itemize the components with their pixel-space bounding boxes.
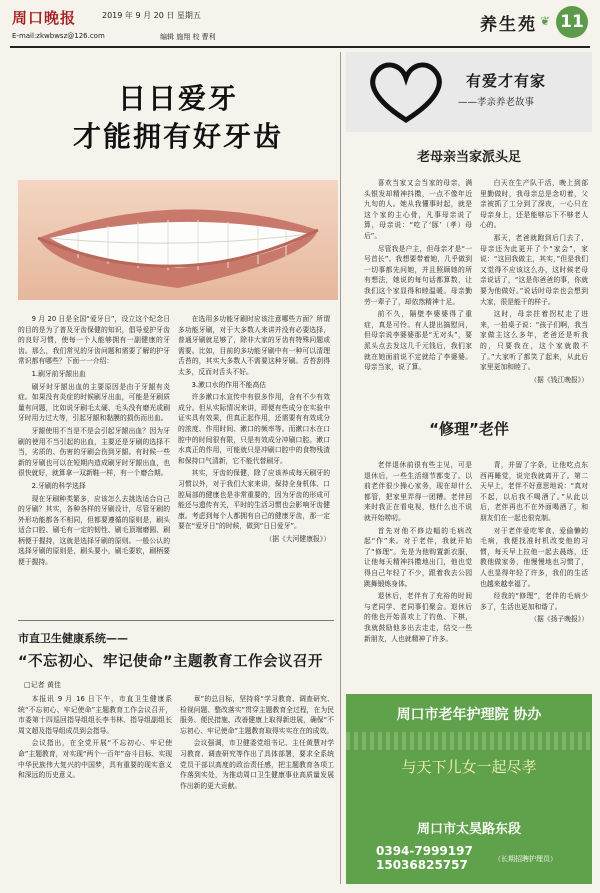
paragraph: 许多漱口水宣传中有很多作用，含有不少有效成分。但从实际情况来讲，即便有些成分在实验中证实具有效果，但真正起作用，还需要有有效成分的浓度、作用时间、漱口的频率等。而漱口水在口腔中的时间很有限，只是有效成分冲刷口腔。漱口水真正的作用，可能就只是冲刷口腔中的食物残渣和保持口气清新，它不能代替刷牙。	[178, 393, 330, 465]
paragraph: 会议强调，市卫健委党组书记、主任黄慧对学习教育、调查研究等作出了具体部署，要求全系统党员干部以高度的政治责任感，把主题教育各项工作落到实处，为推动周口卫生健康事业高质量发展作出新的更大贡献。	[180, 739, 334, 790]
editor-credit: 编辑 施翔 校 曹利	[160, 33, 216, 41]
meeting-article-column-1	[18, 694, 172, 884]
repair-story-column-1	[364, 460, 472, 690]
ad-phone-1: 0394-7999197	[376, 844, 473, 858]
teeth-headline	[28, 80, 328, 156]
paragraph: 本报讯 9 月 16 日下午，市直卫生健康系统“不忘初心、牢记使命”主题教育工作会议召开，市委第十四巡回指导组组长李书林、指导组副组长周文超及指导组成员到会指导。	[18, 695, 172, 735]
section-divider	[18, 620, 334, 621]
heart-icon	[364, 60, 448, 124]
paragraph: 其实，牙齿的保健，除了应该养成每天刷牙的习惯以外，对于我们大家来讲，保持全身机体、口腔局部的健康也是非常重要的，因为牙齿的形成可能还与遗传有关，平时的生活习惯也会影响牙齿健康。考虑到每个人都拥有自己的健康牙齿，那一定要在“爱牙日”的时候，做到“日日爱牙”。	[178, 469, 330, 531]
ad-address: 周口市太昊路东段	[416, 822, 521, 837]
paragraph: 刷牙时牙龈出血的主要原因是由于牙龈有炎症。如果没有炎症的时候刷牙出血，可能是牙刷质量有问题，比如说牙刷毛太硬、毛头没有磨光或刷牙时用力过大等，引起牙龈和黏膜的损伤而出血。	[18, 382, 170, 423]
subheading: 3.漱口水的作用不能高估	[191, 380, 267, 389]
paragraph: 经我的“修理”，老伴的毛病少多了，生活也更加和谐了。	[480, 592, 588, 611]
meeting-article-column-2	[180, 694, 334, 884]
newspaper-logo: 周口晚报	[12, 9, 77, 27]
mom-story-column-2	[480, 178, 588, 388]
paragraph: 喜欢当家又会当家的母亲，满头银发却精神抖擞，一点不像年近九旬的人。她从我懂事时起，就是这个家的主心骨，凡事母亲说了算，母亲说：“吃了‘豚’（孝）母后”。	[364, 179, 472, 240]
ad-stripes	[346, 732, 592, 750]
paragraph: 退休后，老伴有了充裕的时间与老同学、老同事们聚会。退休后的他也开始喜欢上了钓鱼、下棋，我就鼓励他多出去走走，结交一些新朋友，人也就精神了许多。	[364, 592, 472, 643]
paragraph: 9 月 20 日是全国“爱牙日”，设立这个纪念日的目的是为了普及牙齿保健的知识，倡导爱护牙齿的良好习惯，使每一个人能够拥有一副健康的牙齿。那么，我们常见的牙齿问题和需要了解的护牙常识都有哪些？下面一一介绍：	[18, 315, 170, 366]
source-credit: （据《大河健康报》）	[265, 534, 330, 543]
ad-slogan: 与天下儿女一起尽孝	[401, 758, 537, 776]
teeth-article-column-2	[178, 314, 330, 612]
paragraph: 老伴退休前很有些主见，可是退休后，一些生活细节都变了。以前老伴很少操心家务，现在却什么都管，把家里弄得一团糟。老伴回来时我正在看电视，他什么也不说就开始唠叨。	[364, 461, 472, 522]
section-title: 养生苑	[480, 15, 537, 35]
nursing-home-ad	[346, 694, 592, 884]
love-column-title: 有爱才有家	[466, 72, 547, 90]
paragraph: 青，并留了字条，让他吃点东西再睡觉，说完我就离开了。第二天早上，老伴不好意思地说：“真对不起，以后我不喝酒了。”从此以后，老伴再也不在外面喝酒了，和朋友们在一起也很克制。	[480, 461, 588, 522]
paragraph: 会议指出，在全党开展“不忘初心、牢记使命”主题教育，对实现“两个一百年”奋斗目标、实现中华民族伟大复兴的中国梦，具有重要的现实意义和深远的历史意义。	[18, 739, 172, 780]
paragraph: 那天，老爸就跑到后门去了，母亲还为此更开了个“家会”，家说：“这回我做主，其实，”但是我们又觉得不应该这么办，这时候老母亲说话了，“这是你爸爸的事，你就要为他做好。”说话时母亲也会想到大家，很是能干的样子。	[480, 233, 588, 306]
paragraph: 牙龈使用不当是不是会引起牙龈出血？因为牙刷的使用不当引起的出血，主要还是牙刷的选择不当，劣质的、伤害的牙刷会伤到牙龈。有时候一些新的牙刷也可以在短期内造成刷牙时牙龈出血，也很快就好，就算拿一双新鞋一样，有一个磨合期。	[18, 426, 170, 478]
source-credit: （据《扬子晚报》）	[530, 615, 588, 624]
smile-illustration	[18, 180, 338, 300]
teeth-article-column-1	[18, 314, 170, 612]
leaf-icon: ❦	[540, 14, 551, 28]
paragraph: 在选用多功能牙刷时应该注意哪些方面？所谓多功能牙刷，对于大多数人来讲并没有必要选择，普通牙刷就足够了，除非大家的牙齿有特殊问题或需要。比如，目前的多功能牙刷中有一种可以清理舌苔的，其实大多数人不需要这种牙刷。舌苔刮得太多，反而对舌头不好。	[178, 315, 330, 376]
ad-phone-2: 15036825757	[376, 858, 468, 872]
ad-phones	[376, 844, 473, 872]
subheading: 1.刷牙前牙龈出血	[31, 369, 86, 378]
contact-email: E-mail:zkwbwsz@126.com	[12, 32, 105, 40]
mom-story-column-1	[364, 178, 472, 388]
column-divider	[340, 52, 341, 884]
paragraph: 首先对他不修边幅的毛病改起“作”来。对于老伴，我就开始了“修理”。先是为他购置新衣服，让他每天精神抖擞地出门，他也觉得自己年轻了不少，跟着我去公园跳舞锻炼身体。	[364, 526, 472, 588]
love-column-subtitle: ——孝亲养老故事	[458, 97, 535, 108]
paragraph: 白天在生产队干活，晚上到部里勤做时，我母亲总是念叨着，父亲被抓了工分到了深夜，一心只在母亲身上，还是能够忘下不够老人心的。	[480, 179, 588, 230]
meeting-headline: “不忘初心、牢记使命”主题教育工作会议召开	[18, 654, 324, 670]
paragraph: 尽管我是户主，但母亲才是“一号首长”。我想要带着她，几乎做到一切事都先问她，并且照顾她的所有想法，她说的每句话都算数，让我们这个家显得和睦温暖。母亲勤劳一辈子了，却依然精神十足。	[364, 244, 472, 306]
headline-line-1: 日日爱牙	[117, 82, 238, 115]
paragraph: 章”的总目标，坚持将“学习教育、调查研究、检视问题、整改落实”贯穿主题教育全过程，在为民服务、便民措施、改善健康上取得新进展，确保“不忘初心、牢记使命”主题教育取得实实在在的成效。	[180, 695, 334, 735]
paragraph: 对于老伴爱吃零食、爱偷懒的毛病，我便找准时机改变他的习惯，每天早上拉他一起去晨练，还教他做家务，他慢慢地也习惯了，人也显得年轻了许多，我们的生活也越来越幸福了。	[480, 526, 588, 588]
headline-line-2: 才能拥有好牙齿	[72, 120, 283, 153]
paragraph: 前不久，隔壁李婆婆得了重症，真是可怜。有人提出搞慰问，但母亲说李婆婆那是“无对头”，要派头点去发这几千元钱后，我们家就在她面前说不定就给了李婆婆。母亲当家，说了算。	[364, 310, 472, 372]
mom-story-title: 老母亲当家派头足	[416, 150, 521, 165]
page-number: 11	[556, 6, 588, 38]
issue-date: 2019 年 9 月 20 日 星期五	[102, 11, 201, 20]
repair-story-column-2	[480, 460, 588, 690]
love-column-header	[346, 52, 592, 132]
smile-photo	[18, 180, 338, 300]
ad-title: 周口市老年护理院 协办	[396, 707, 542, 723]
paragraph: 这时，母亲拄着拐杖走了进来，一拍桌子说：“孩子们啊，我当家做主这么多年，老爸还是听我的，只要我在，这个家就散不了。”大家听了都笑了起来，从此后家里更加和睦了。	[480, 310, 588, 372]
meeting-kicker: 市直卫生健康系统——	[18, 632, 128, 645]
ad-recruit-note: （长期招聘护理员）	[494, 855, 557, 863]
masthead	[10, 6, 590, 48]
paragraph: 现在牙刷种类繁多，应该怎么去挑选适合自己的牙刷？其实，各种各样的牙刷设计，尽管牙刷的外形功能都各不相同，但都要遵循的原则是，刷头适合口腔、刷毛有一定的韧性、刷毛顶端磨圆、刷柄便于握持，这就是选择牙刷的原则。一般公认的选择牙刷的原则是，刷头要小，刷毛要软，刷柄要便于握持。	[18, 494, 170, 567]
reporter-byline: □记者 黄佳	[24, 681, 61, 689]
subheading: 2.牙刷的科学选择	[31, 481, 86, 490]
source-credit: （据《钱江晚报》）	[530, 375, 588, 384]
repair-story-title: “修理”老伴	[429, 420, 509, 438]
